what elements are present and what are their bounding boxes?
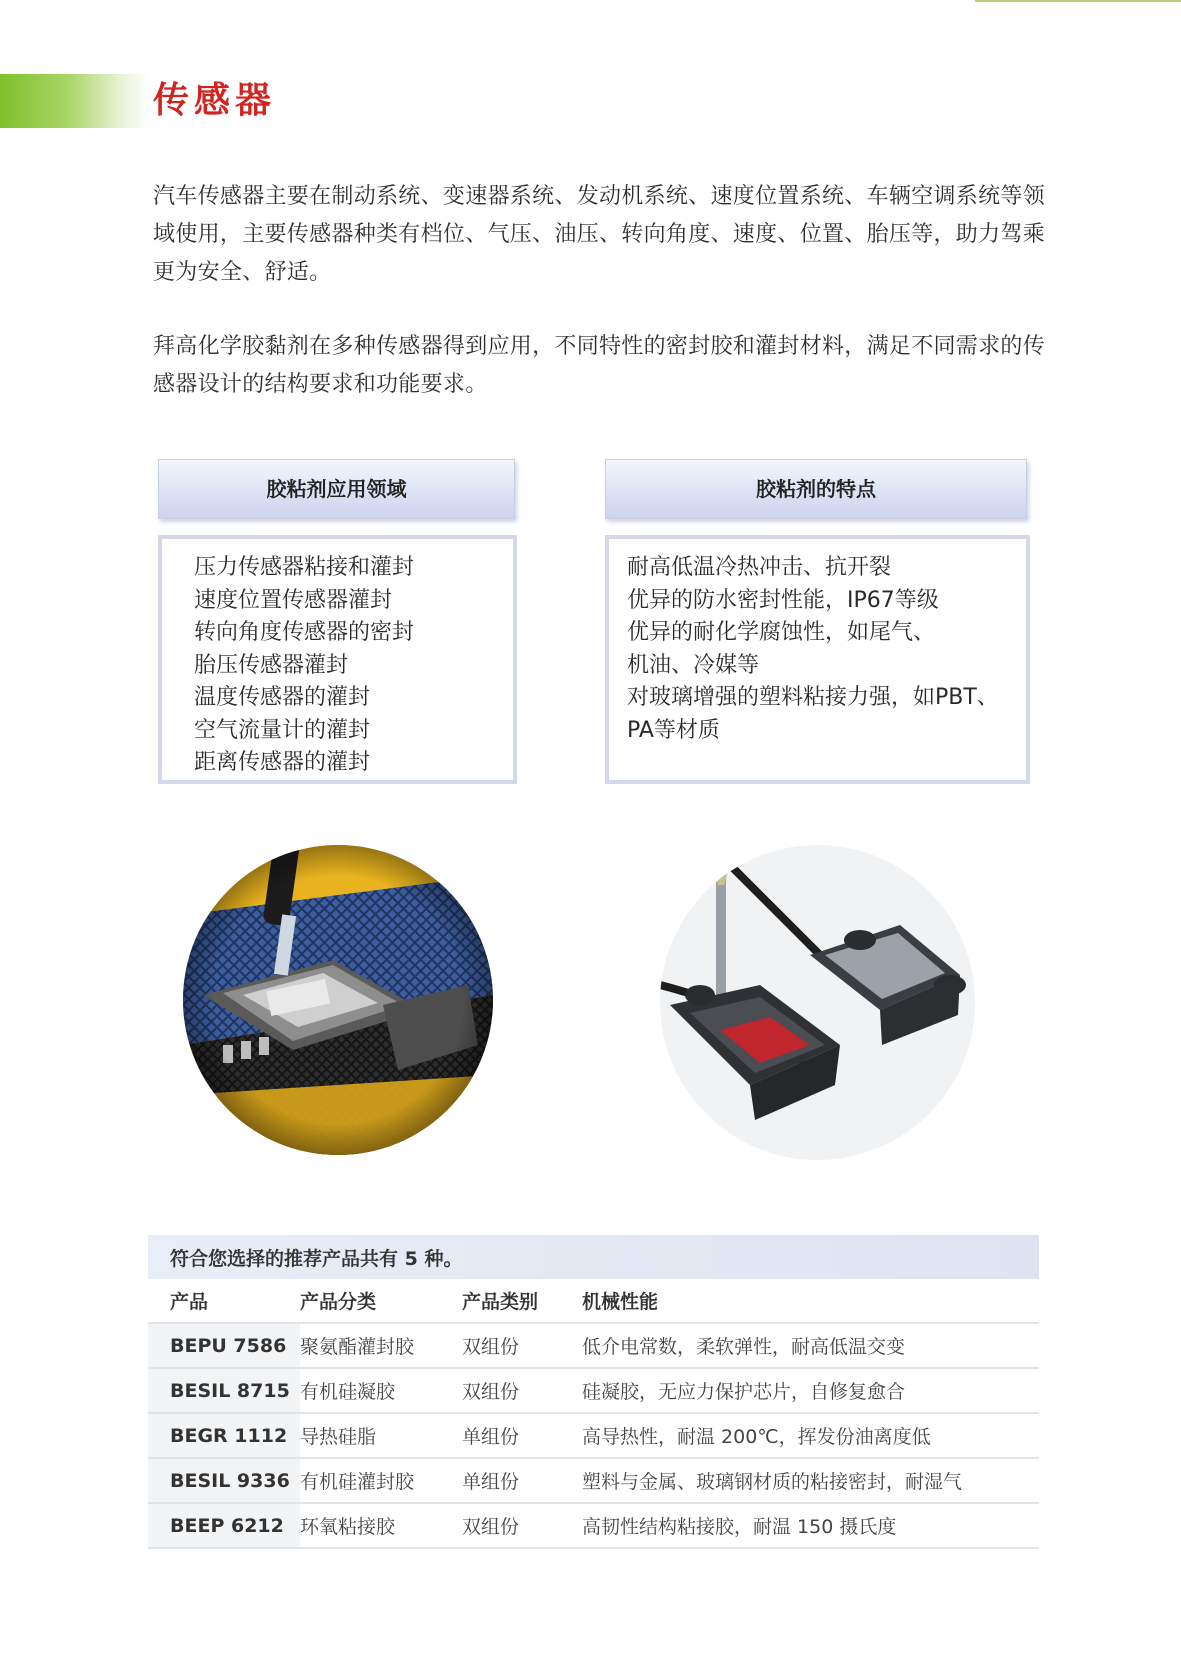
list-item: 空气流量计的灌封 [194, 717, 371, 743]
table-caption-row [148, 1235, 1039, 1279]
product-performance: 高导热性，耐温 200℃，挥发份油离度低 [582, 1413, 1039, 1458]
header-product: 产品 [148, 1279, 300, 1323]
product-type: 双组份 [462, 1503, 582, 1548]
features-header: 胶粘剂的特点 [605, 459, 1027, 519]
table-row [148, 1503, 1039, 1548]
product-category: 环氧粘接胶 [300, 1503, 462, 1548]
intro-paragraph-1: 汽车传感器主要在制动系统、变速器系统、发动机系统、速度位置系统、车辆空调系统等领域使用，主要传感器种类有档位、气压、油压、转向角度、速度、位置、胎压等，助力驾乘更为安全、舒适。 [153, 184, 1046, 285]
table-row [148, 1458, 1039, 1503]
applications-box [158, 535, 517, 784]
list-item: 优异的防水密封性能，IP67等级 [627, 587, 939, 613]
list-item: 机油、冷媒等 [627, 652, 760, 678]
product-name: BESIL 9336 [148, 1458, 300, 1503]
list-item: 胎压传感器灌封 [194, 652, 349, 678]
list-item: 压力传感器粘接和灌封 [194, 555, 415, 580]
list-item: PA等材质 [627, 717, 720, 743]
product-name: BEPU 7586 [148, 1323, 300, 1368]
table-row [148, 1413, 1039, 1458]
features-list [627, 552, 1026, 747]
product-performance: 塑料与金属、玻璃钢材质的粘接密封，耐湿气 [582, 1458, 1039, 1503]
list-item: 优异的耐化学腐蚀性，如尾气、 [627, 620, 936, 645]
product-type: 单组份 [462, 1413, 582, 1458]
product-performance: 高韧性结构粘接胶，耐温 150 摄氏度 [582, 1503, 1039, 1548]
title-accent-bar [0, 74, 150, 128]
header-category: 产品分类 [300, 1279, 462, 1323]
list-item: 对玻璃增强的塑料粘接力强，如PBT、 [627, 685, 999, 710]
header-type: 产品类别 [462, 1279, 582, 1323]
product-category: 聚氨酯灌封胶 [300, 1323, 462, 1368]
list-item: 速度位置传感器灌封 [194, 587, 393, 613]
product-name: BEGR 1112 [148, 1413, 300, 1458]
header-performance: 机械性能 [582, 1279, 1039, 1323]
table-caption: 符合您选择的推荐产品共有 5 种。 [148, 1235, 1039, 1279]
list-item: 转向角度传感器的密封 [194, 620, 415, 645]
product-type: 单组份 [462, 1458, 582, 1503]
list-item: 温度传感器的灌封 [194, 685, 371, 710]
table-row [148, 1368, 1039, 1413]
product-category: 有机硅凝胶 [300, 1368, 462, 1413]
product-category: 有机硅灌封胶 [300, 1458, 462, 1503]
list-item: 距离传感器的灌封 [194, 750, 371, 775]
product-name: BEEP 6212 [148, 1503, 300, 1548]
table-row [148, 1323, 1039, 1368]
product-type: 双组份 [462, 1368, 582, 1413]
page-title: 传感器 [153, 80, 277, 121]
list-item: 耐高低温冷热冲击、抗开裂 [627, 555, 892, 580]
applications-header: 胶粘剂应用领域 [158, 459, 515, 519]
product-performance: 硅凝胶，无应力保护芯片，自修复愈合 [582, 1368, 1039, 1413]
applications-list [194, 552, 513, 780]
features-box [605, 535, 1030, 784]
sensor-housing-photo [660, 845, 975, 1160]
top-accent-rule [975, 0, 1181, 2]
product-category: 导热硅脂 [300, 1413, 462, 1458]
sensor-dispensing-photo [183, 845, 493, 1155]
intro-paragraph-2: 拜高化学胶黏剂在多种传感器得到应用，不同特性的密封胶和灌封材料，满足不同需求的传感器设计的结构要求和功能要求。 [153, 334, 1046, 397]
products-table [148, 1235, 1039, 1549]
sensor-dispensing-illustration [183, 845, 493, 1155]
product-name: BESIL 8715 [148, 1368, 300, 1413]
table-header-row [148, 1279, 1039, 1323]
product-performance: 低介电常数，柔软弹性，耐高低温交变 [582, 1323, 1039, 1368]
sensor-housing-illustration [660, 845, 975, 1160]
product-type: 双组份 [462, 1323, 582, 1368]
